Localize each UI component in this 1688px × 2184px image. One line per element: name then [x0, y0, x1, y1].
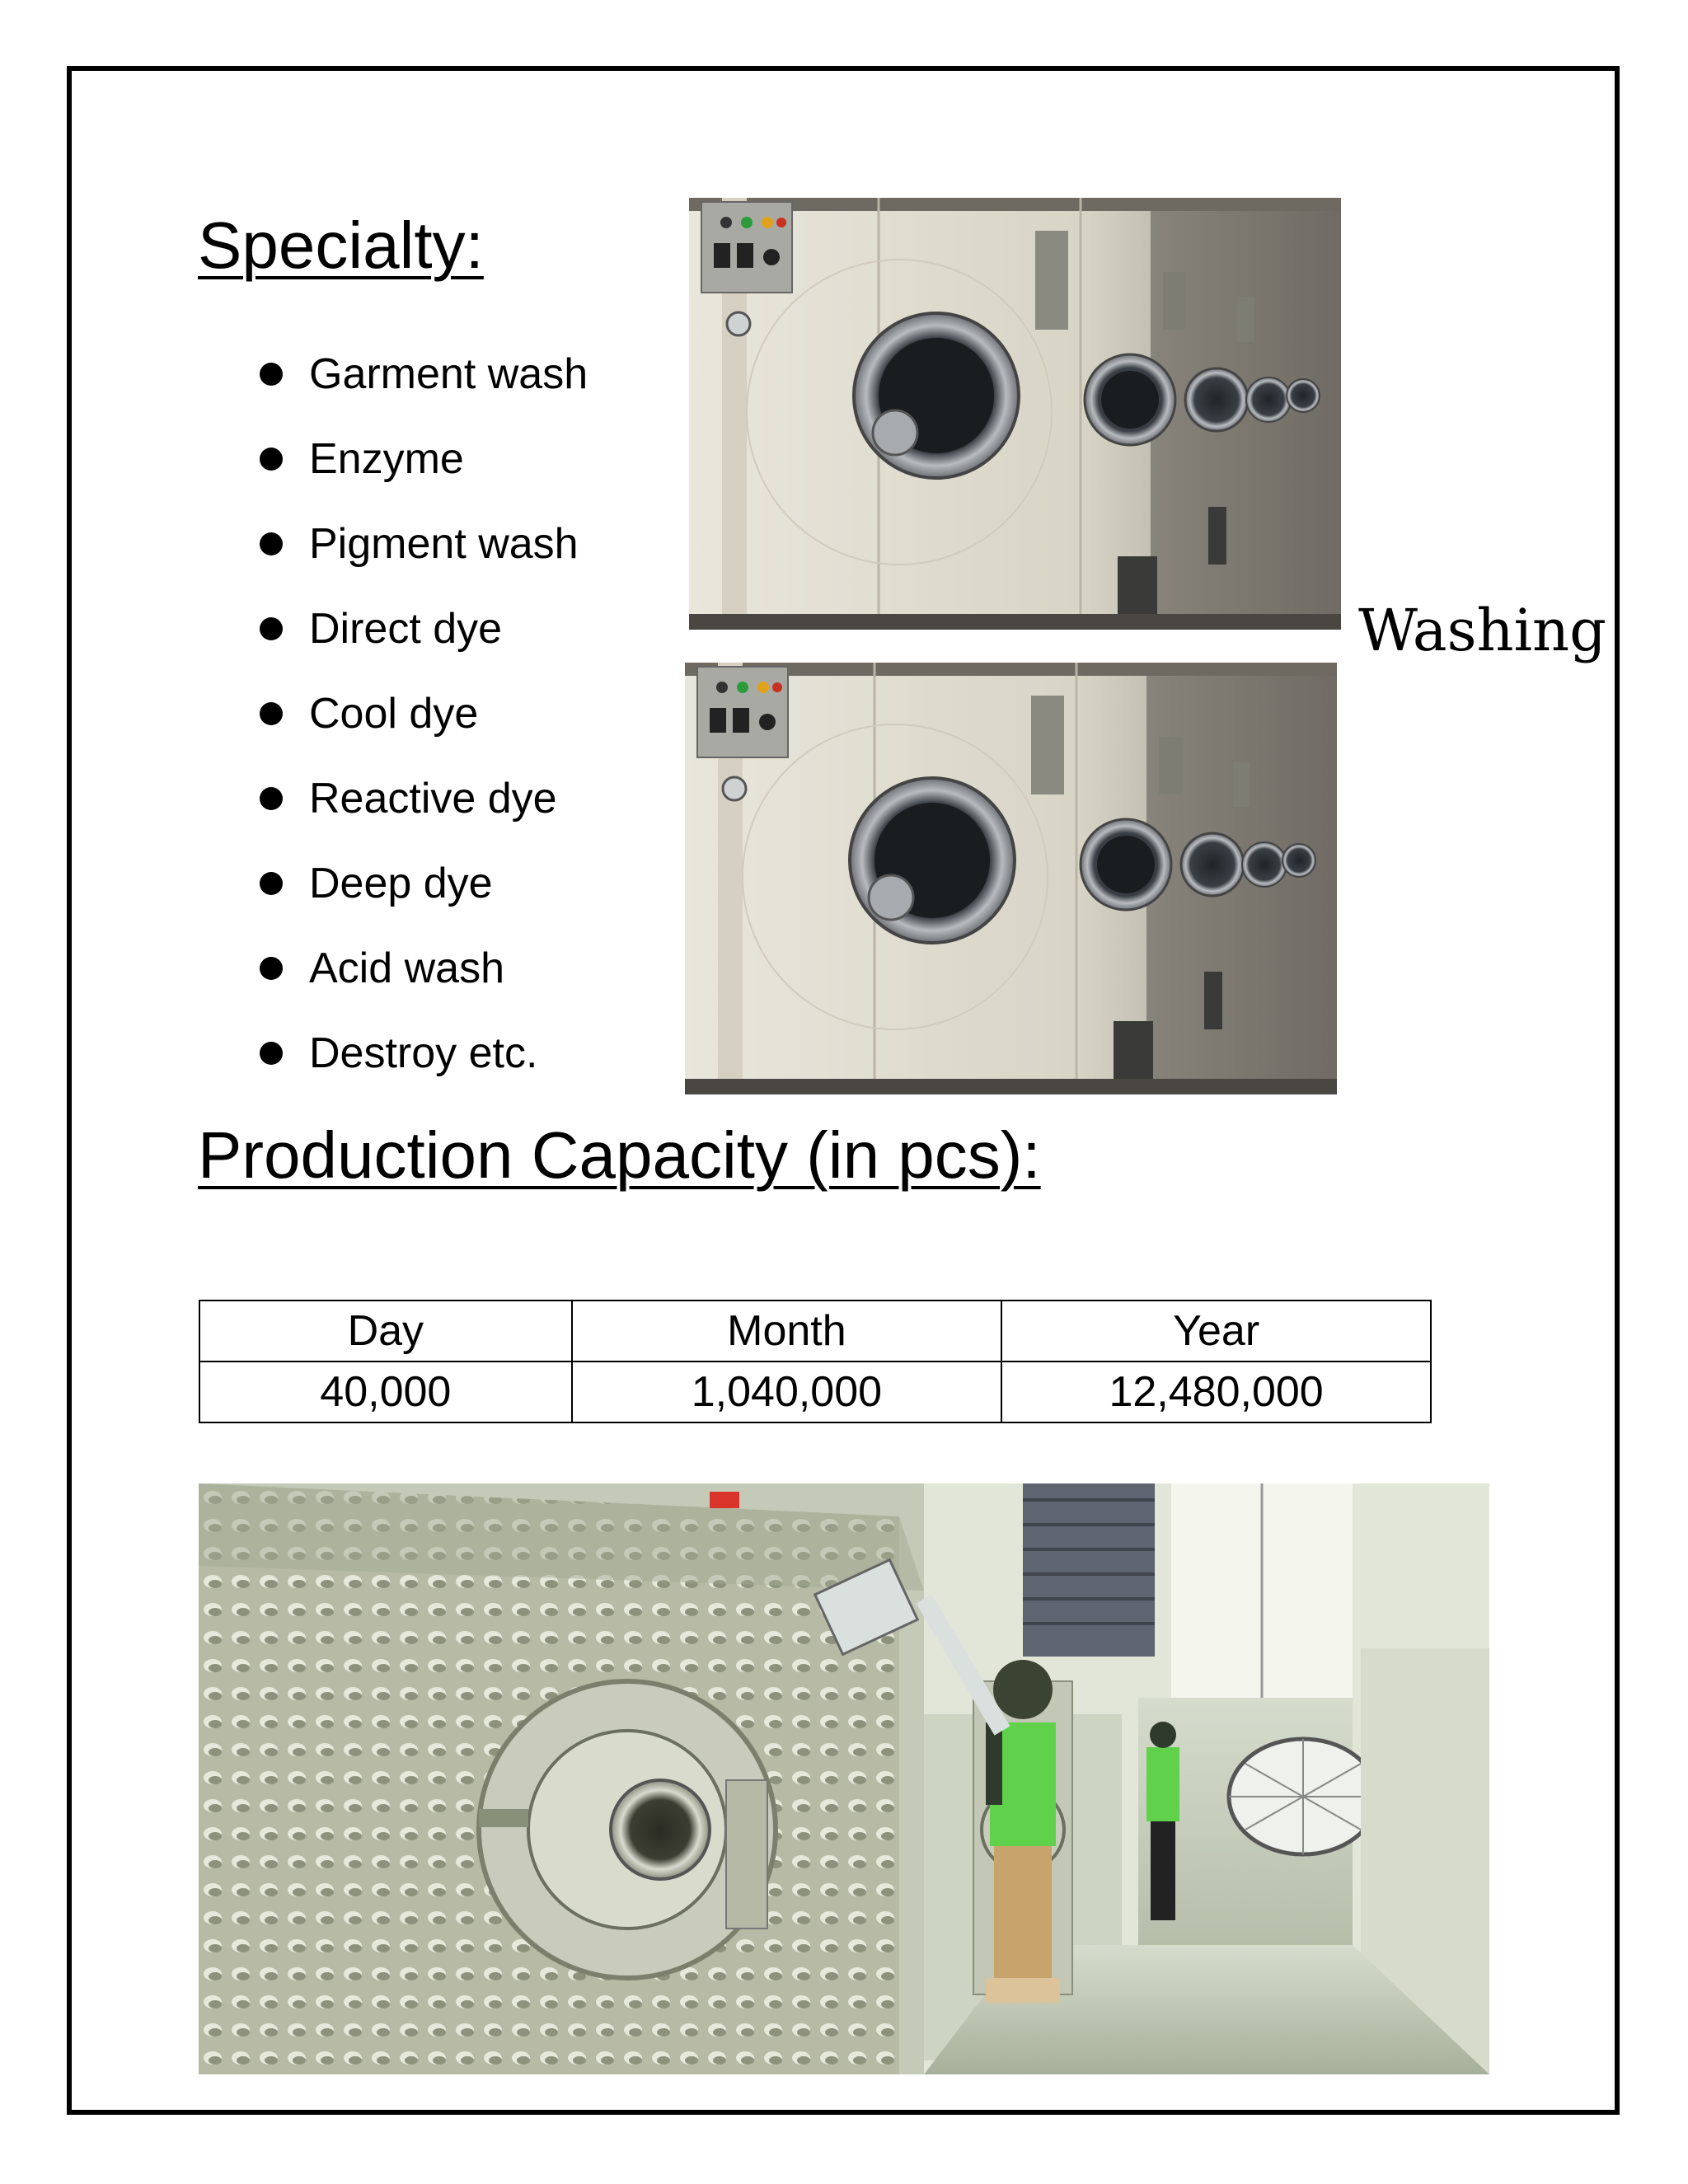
industrial-washing-room-photo: [199, 1483, 1489, 2074]
column-header-day: Day: [199, 1301, 572, 1361]
list-item-label: Acid wash: [309, 944, 504, 992]
cell-day-value: 40,000: [199, 1361, 572, 1422]
list-item: [260, 508, 588, 593]
bullet-icon: [260, 787, 283, 810]
washing-caption: Washing: [1358, 597, 1606, 664]
specialty-list: [260, 338, 588, 1102]
list-item: [260, 593, 588, 677]
bullet-icon: [260, 1042, 283, 1065]
list-item-label: Reactive dye: [309, 775, 557, 823]
list-item: [260, 338, 588, 423]
list-item-label: Enzyme: [309, 435, 464, 483]
bullet-icon: [260, 532, 283, 555]
list-item: [260, 423, 588, 508]
list-item: [260, 932, 588, 1017]
list-item-label: Destroy etc.: [309, 1029, 538, 1077]
table-header-row: [199, 1301, 1431, 1361]
bullet-icon: [260, 617, 283, 640]
production-capacity-table: [199, 1300, 1432, 1423]
bullet-icon: [260, 872, 283, 895]
table-row: [199, 1361, 1431, 1422]
bullet-icon: [260, 363, 283, 386]
list-item-label: Direct dye: [309, 605, 503, 653]
list-item: [260, 762, 588, 847]
list-item-label: Deep dye: [309, 860, 493, 907]
list-item-label: Pigment wash: [309, 520, 579, 568]
bullet-icon: [260, 448, 283, 471]
bullet-icon: [260, 702, 283, 725]
list-item: [260, 1017, 588, 1102]
washing-machines-photo-2: [685, 663, 1337, 1094]
specialty-heading: Specialty:: [198, 209, 484, 282]
list-item: [260, 847, 588, 932]
column-header-month: Month: [572, 1301, 1002, 1361]
cell-year-value: 12,480,000: [1001, 1361, 1431, 1422]
column-header-year: Year: [1001, 1301, 1431, 1361]
washing-machines-photo: [689, 198, 1341, 630]
list-item-label: Cool dye: [309, 690, 479, 738]
list-item-label: Garment wash: [309, 350, 588, 398]
list-item: [260, 677, 588, 762]
production-capacity-heading: Production Capacity (in pcs):: [198, 1118, 1041, 1192]
cell-month-value: 1,040,000: [572, 1361, 1002, 1422]
bullet-icon: [260, 957, 283, 980]
